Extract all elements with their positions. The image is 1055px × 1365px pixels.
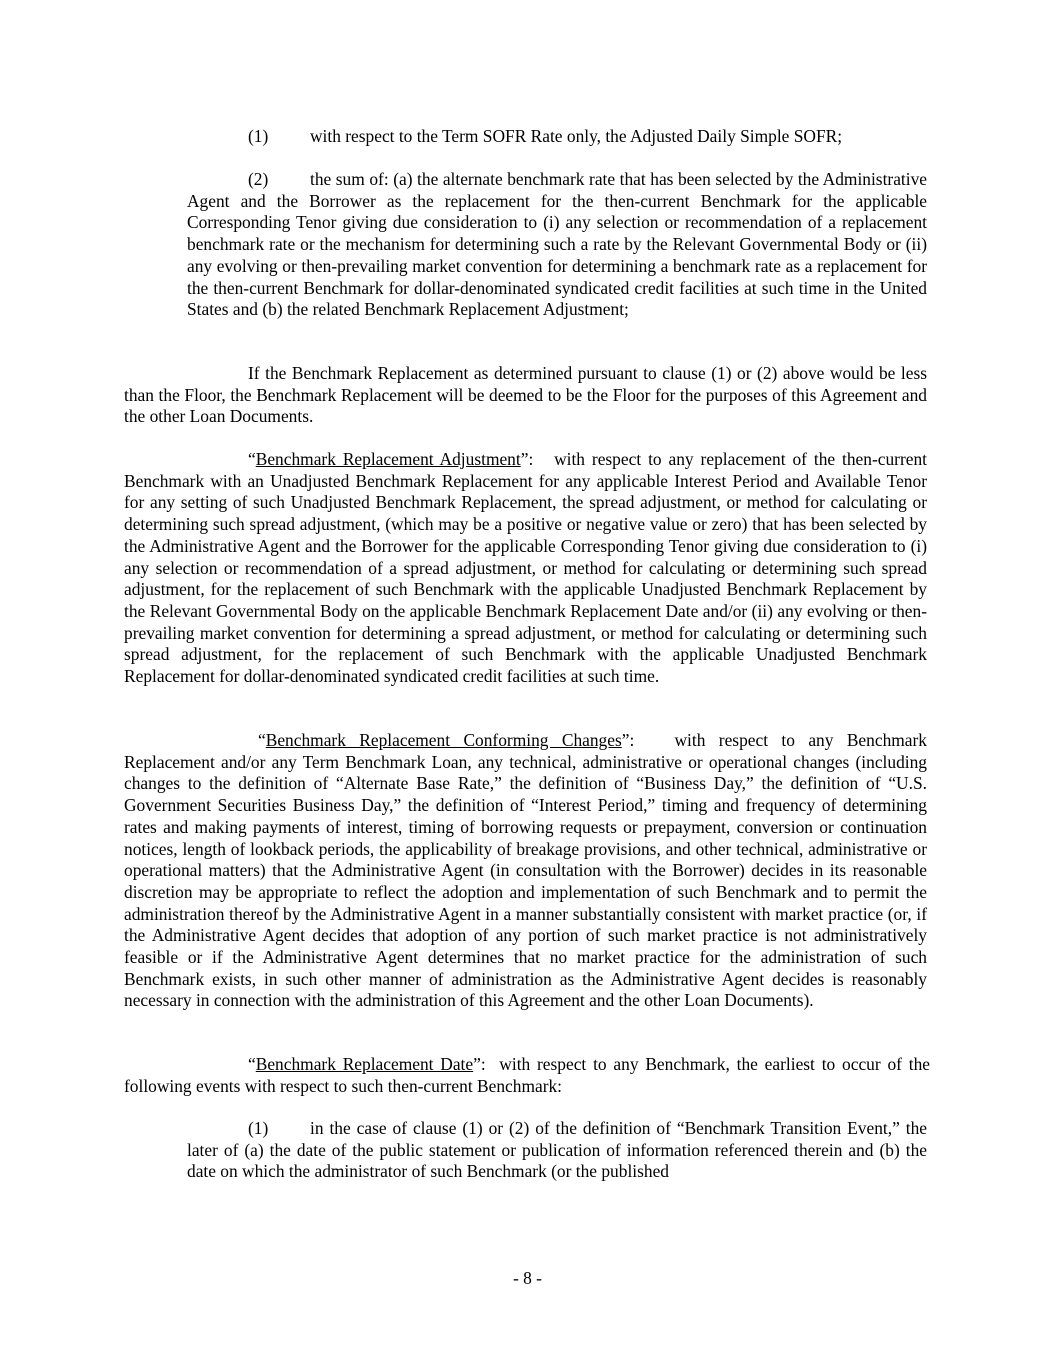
date-clause-1 [187, 1118, 927, 1183]
open-quote: “ [248, 449, 256, 469]
clause-text: with respect to the Term SOFR Rate only, the Adjusted Daily Simple SOFR; [310, 126, 843, 146]
clause-number: (1) [248, 126, 269, 146]
page-number: - 8 - [513, 1268, 542, 1288]
clause-text: the sum of: (a) the alternate benchmark rate that has been selected by the Administrative Agent and the Borrower as the replacement for the then-current Benchmark for the applicable Corresponding Tenor giving due consideration to (i) any selection or recommendation of a replacement benchmark rate or the mechanism for determining such a rate by the Relevant Governmental Body or (ii) any evolving or then-prevailing market convention for determining a benchmark rate as a replacement for the then-current Benchmark for dollar-denominated syndicated credit facilities at such time in the United States and (b) the related Benchmark Replacement Adjustment; [187, 169, 927, 320]
clause-1 [187, 126, 927, 148]
clause-2 [187, 169, 927, 321]
paragraph-text: If the Benchmark Replacement as determined pursuant to clause (1) or (2) above would be less than the Floor, the Benchmark Replacement will be deemed to be the Floor for the purposes of this Agreement and the other Loan Documents. [124, 363, 927, 427]
open-quote: “ [248, 1054, 256, 1074]
defined-term: Benchmark Replacement Date [255, 1054, 474, 1074]
definition-benchmark-replacement-adjustment [124, 449, 927, 688]
defined-term: Benchmark Replacement Conforming Changes [265, 730, 622, 750]
definition-benchmark-replacement-conforming-changes [124, 730, 927, 1012]
definition-text: with respect to any Benchmark Replacement and/or any Term Benchmark Loan, any technical, administrative or operational changes (including changes to the definition of “Alternate Base Rate,” the definition of “Business Day,” the definition of “U.S. Government Securities Business Day,” the definition of “Interest Period,” timing and frequency of determining rates and making payments of interest, timing of borrowing requests or prepayment, conversion or continuation notices, length of lookback periods, the applicability of breakage provisions, and other technical, administrative or operational matters) that the Administrative Agent (in consultation with the Borrower) decides in its reasonable discretion may be appropriate to reflect the adoption and implementation of such Benchmark and to permit the administration thereof by the Administrative Agent in a manner substantially consistent with market practice (or, if the Administrative Agent decides that adoption of any portion of such market practice is not administratively feasible or if the Administrative Agent determines that no market practice for the administration of such Benchmark exists, in such other manner of administration as the Administrative Agent decides is reasonably necessary in connection with the administration of this Agreement and the other Loan Documents). [124, 730, 927, 1011]
definition-text: with respect to any Benchmark, the earliest to occur of the following events with respect to such then-current Benchmark: [124, 1054, 930, 1096]
term-close: ”: [621, 730, 635, 750]
definition-text: with respect to any replacement of the then-current Benchmark with an Unadjusted Benchmark Replacement for any applicable Interest Period and Available Tenor for any setting of such Unadjusted Benchmark Replacement, the spread adjustment, or method for calculating or determining such spread adjustment, (which may be a positive or negative value or zero) that has been selected by the Administrative Agent and the Borrower for the applicable Corresponding Tenor giving due consideration to (i) any selection or recommendation of a spread adjustment, or method for calculating or determining such spread adjustment, for the replacement of such Benchmark with the applicable Unadjusted Benchmark Replacement by the Relevant Governmental Body on the applicable Benchmark Replacement Date and/or (ii) any evolving or then-prevailing market convention for determining a spread adjustment, or method for calculating or determining such spread adjustment, for the replacement of such Benchmark with the applicable Unadjusted Benchmark Replacement for dollar-denominated syndicated credit facilities at such time. [124, 449, 928, 687]
clause-text: in the case of clause (1) or (2) of the definition of “Benchmark Transition Event,” the later of (a) the date of the public statement or publication of information referenced therein and (b) the date on which the administrator of such Benchmark (or the published [187, 1118, 927, 1182]
definition-benchmark-replacement-date [124, 1054, 930, 1097]
term-close: ”: [520, 449, 534, 469]
clause-number: (2) [248, 169, 269, 189]
defined-term: Benchmark Replacement Adjustment [255, 449, 521, 469]
floor-paragraph [124, 363, 927, 428]
term-close: ”: [473, 1054, 486, 1074]
open-quote: “ [258, 730, 266, 750]
clause-number: (1) [248, 1118, 269, 1138]
